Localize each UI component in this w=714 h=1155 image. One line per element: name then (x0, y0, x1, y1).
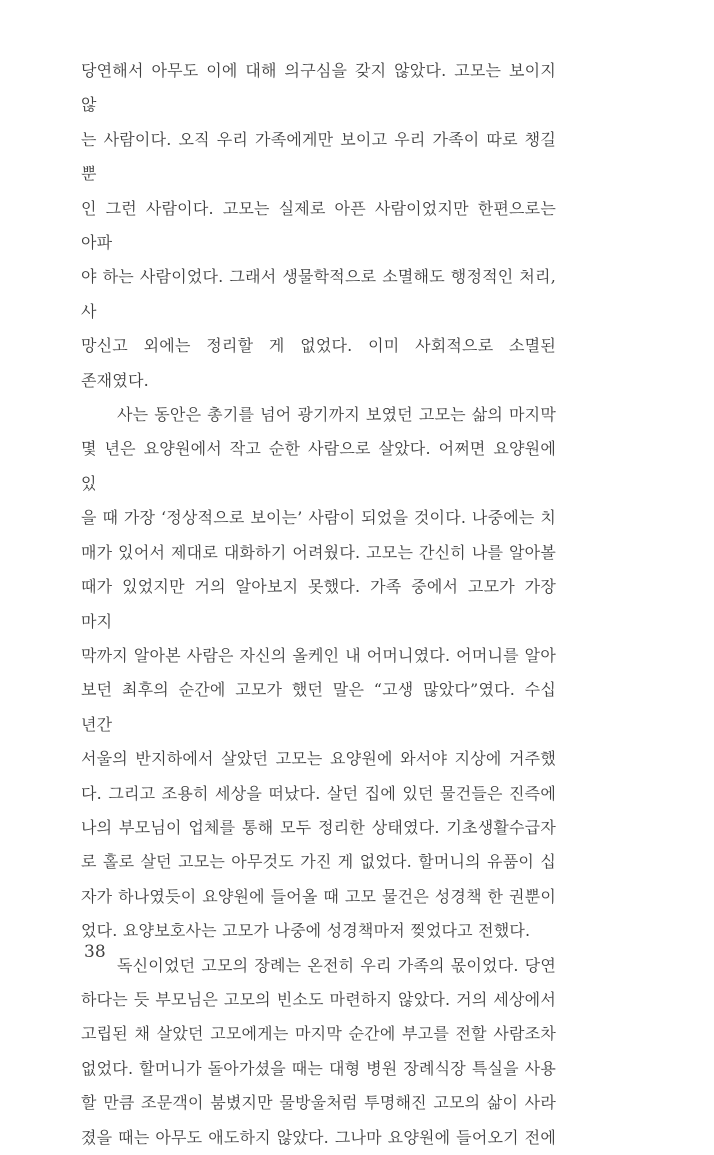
text-line: 사는 동안은 총기를 넘어 광기까지 보였던 고모는 삶의 마지막 (117, 405, 556, 425)
body-text (81, 54, 556, 1155)
text-line: 나의 부모님이 업체를 통해 모두 정리한 상태였다. 기초생활수급자 (81, 817, 556, 837)
text-line: 매가 있어서 제대로 대화하기 어려웠다. 고모는 간신히 나를 알아볼 (81, 542, 556, 562)
text-line: 었다. 요양보호사는 고모가 나중에 성경책마저 찢었다고 전했다. (81, 921, 531, 941)
text-line: 인 그런 사람이다. 고모는 실제로 아픈 사람이었지만 한편으로는 아파 (81, 198, 556, 253)
text-line: 서울의 반지하에서 살았던 고모는 요양원에 와서야 지상에 거주했 (81, 749, 556, 769)
paragraph (81, 398, 556, 949)
paragraph (81, 54, 556, 398)
text-line: 할 만큼 조문객이 붐볐지만 물방울처럼 투명해진 고모의 삶이 사라 (81, 1093, 556, 1113)
text-line: 하다는 듯 부모님은 고모의 빈소도 마련하지 않았다. 거의 세상에서 (81, 989, 556, 1009)
text-line: 망신고 외에는 정리할 게 없었다. 이미 사회적으로 소멸된 존재였다. (81, 336, 556, 390)
text-line: 때가 있었지만 거의 알아보지 못했다. 가족 중에서 고모가 가장 마지 (81, 577, 556, 631)
page-number: 38 (84, 942, 106, 962)
paragraph (81, 949, 556, 1155)
text-line: 는 사람이다. 오직 우리 가족에게만 보이고 우리 가족이 따로 챙길 뿐 (81, 129, 556, 184)
text-line: 당연해서 아무도 이에 대해 의구심을 갖지 않았다. 고모는 보이지 않 (81, 61, 556, 115)
text-line: 막까지 알아본 사람은 자신의 올케인 내 어머니였다. 어머니를 알아 (81, 645, 556, 665)
text-line: 다. 그리고 조용히 세상을 떠났다. 살던 집에 있던 물건들은 진즉에 (81, 783, 556, 803)
text-line: 야 하는 사람이었다. 그래서 생물학적으로 소멸해도 행정적인 처리, 사 (81, 267, 556, 321)
text-line: 을 때 가장 ‘정상적으로 보이는’ 사람이 되었을 것이다. 나중에는 치 (81, 508, 556, 528)
text-line: 독신이었던 고모의 장례는 온전히 우리 가족의 몫이었다. 당연 (117, 955, 556, 975)
text-line: 로 홀로 살던 고모는 아무것도 가진 게 없었다. 할머니의 유품이 십 (81, 852, 556, 872)
text-line: 몇 년은 요양원에서 작고 순한 사람으로 살았다. 어쩌면 요양원에 있 (81, 439, 556, 493)
text-line: 보던 최후의 순간에 고모가 했던 말은 “고생 많았다”였다. 수십 년간 (81, 680, 556, 734)
text-line: 없었다. 할머니가 돌아가셨을 때는 대형 병원 장례식장 특실을 사용 (81, 1058, 556, 1078)
text-line: 고립된 채 살았던 고모에게는 마지막 순간에 부고를 전할 사람조차 (81, 1024, 556, 1044)
text-line: 자가 하나였듯이 요양원에 들어올 때 고모 물건은 성경책 한 권뿐이 (81, 886, 556, 906)
text-line: 졌을 때는 아무도 애도하지 않았다. 그나마 요양원에 들어오기 전에 (81, 1127, 556, 1147)
